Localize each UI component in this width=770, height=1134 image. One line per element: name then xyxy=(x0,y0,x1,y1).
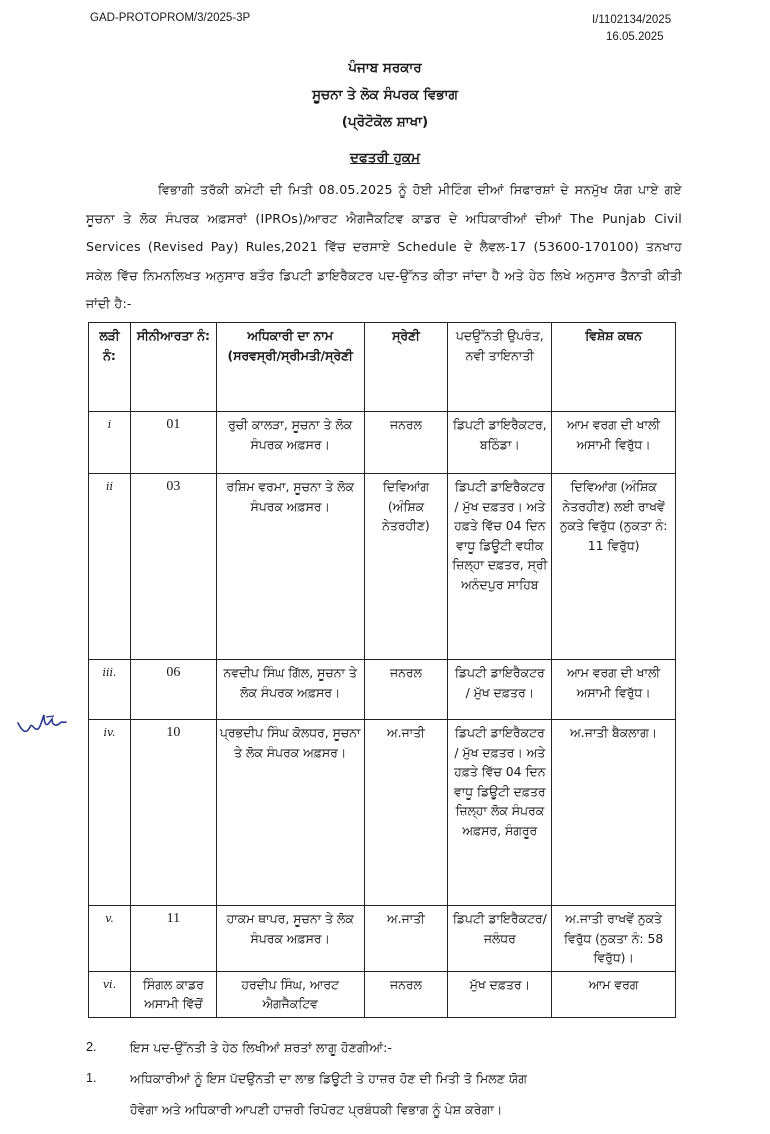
col-header-category: ਸ੍ਰੇਣੀ xyxy=(364,323,448,412)
table-row xyxy=(89,660,676,720)
cell-posting: ਡਿਪਟੀ ਡਾਇਰੈਕਟਰ / ਮੁੱਖ ਦਫ਼ਤਰ। xyxy=(448,660,552,720)
cell-category: ਦਿਵਿਆਂਗ (ਅੰਸ਼ਿਕ ਨੇਤਰਹੀਣ) xyxy=(364,474,448,660)
item-1-line-2: ਹੋਵੇਗਾ ਅਤੇ ਅਧਿਕਾਰੀ ਆਪਣੀ ਹਾਜ਼ਰੀ ਰਿਪੋਰਟ ਪ੍ਰਬੰਧਕੀ ਵਿਭਾਗ ਨੂੰ ਪੇਸ਼ ਕਰੇਗਾ। xyxy=(130,1102,503,1117)
government-title: ਪੰਜਾਬ ਸਰਕਾਰ xyxy=(348,60,422,76)
cell-posting: ਮੁੱਖ ਦਫ਼ਤਰ। xyxy=(448,971,552,1017)
item-1-line-1: ਅਧਿਕਾਰੀਆਂ ਨੂੰ ਇਸ ਪੱਦਉਨਤੀ ਦਾ ਲਾਭ ਡਿਊਟੀ ਤੇ ਹਾਜ਼ਰ ਹੋਣ ਦੀ ਮਿਤੀ ਤੋ ਮਿਲਣ ਯੋਗ xyxy=(130,1071,527,1086)
cell-name: ਰਸ਼ਿਮ ਵਰਮਾ, ਸੂਚਨਾ ਤੇ ਲੋਕ ਸੰਪਰਕ ਅਫ਼ਸਰ। xyxy=(216,474,364,660)
cell-category: ਜਨਰਲ xyxy=(364,412,448,474)
cell-posting: ਡਿਪਟੀ ਡਾਇਰੈਕਟਰ, ਬਠਿੰਡਾ। xyxy=(448,412,552,474)
table-header-row xyxy=(89,323,676,412)
department-title: ਸੂਚਨਾ ਤੇ ਲੋਕ ਸੰਪਰਕ ਵਿਭਾਗ xyxy=(312,87,458,103)
cell-serial: iv. xyxy=(89,720,131,906)
cell-name: ਨਵਦੀਪ ਸਿੰਘ ਗਿੱਲ, ਸੂਚਨਾ ਤੇ ਲੋਕ ਸੰਪਰਕ ਅਫ਼ਸਰ। xyxy=(216,660,364,720)
cell-serial: iii. xyxy=(89,660,131,720)
cell-seniority: 06 xyxy=(130,660,216,720)
promotion-table xyxy=(88,322,676,1018)
cell-seniority: 10 xyxy=(130,720,216,906)
cell-seniority: 11 xyxy=(130,906,216,972)
issue-date: 16.05.2025 xyxy=(606,31,664,43)
letterhead xyxy=(0,55,770,136)
col-header-posting: ਪਦਉੱਨਤੀ ਉਪਰੰਤ, ਨਵੀ ਤਾਇਨਾਤੀ xyxy=(448,323,552,412)
cell-name: ਹਰਦੀਪ ਸਿੰਘ, ਆਰਟ ਐਗਜੈਕਟਿਵ xyxy=(216,971,364,1017)
handwritten-initials xyxy=(16,705,68,741)
cell-remarks: ਆਮ ਵਰਗ ਦੀ ਖਾਲੀ ਅਸਾਮੀ ਵਿਰੁੱਧ। xyxy=(552,412,676,474)
item-2-number: 2. xyxy=(86,1040,97,1054)
cell-remarks: ਆਮ ਵਰਗ ਦੀ ਖਾਲੀ ਅਸਾਮੀ ਵਿਰੁੱਧ। xyxy=(552,660,676,720)
cell-serial: vi. xyxy=(89,971,131,1017)
cell-seniority: 01 xyxy=(130,412,216,474)
cell-name: ਪ੍ਰਭਦੀਪ ਸਿੰਘ ਕੋਲਧਰ, ਸੂਚਨਾ ਤੇ ਲੋਕ ਸੰਪਰਕ ਅਫ਼ਸਰ। xyxy=(216,720,364,906)
col-header-remarks: ਵਿਸ਼ੇਸ਼ ਕਥਨ xyxy=(552,323,676,412)
reference-number: GAD-PROTOPROM/3/2025-3P xyxy=(90,12,251,24)
cell-remarks: ਅ.ਜਾਤੀ ਰਾਖਵੇਂ ਨੁਕਤੇ ਵਿਰੁੱਧ (ਨੁਕਤਾ ਨੰ: 58 ਵਿਰੁੱਧ)। xyxy=(552,906,676,972)
col-header-seniority: ਸੀਨੀਆਰਤਾ ਨੰ: xyxy=(130,323,216,412)
table-row xyxy=(89,412,676,474)
cell-remarks: ਆਮ ਵਰਗ xyxy=(552,971,676,1017)
cell-posting: ਡਿਪਟੀ ਡਾਇਰੈਕਟਰ / ਮੁੱਖ ਦਫ਼ਤਰ। ਅਤੇ ਹਫ਼ਤੇ ਵਿੱਚ 04 ਦਿਨ ਵਾਧੂ ਡਿਊਟੀ ਵਧੀਕ ਜ਼ਿਲ੍ਹਾ ਦਫ਼ਤਰ, ਸ੍ਰੀ ਅਨੰਦਪੁਰ ਸਾਹਿਬ xyxy=(448,474,552,660)
cell-category: ਅ.ਜਾਤੀ xyxy=(364,906,448,972)
file-number: I/1102134/2025 xyxy=(592,14,672,26)
cell-seniority: 03 xyxy=(130,474,216,660)
cell-name: ਹਾਕਮ ਥਾਪਰ, ਸੂਚਨਾ ਤੇ ਲੋਕ ਸੰਪਰਕ ਅਫ਼ਸਰ। xyxy=(216,906,364,972)
cell-serial: ii xyxy=(89,474,131,660)
cell-remarks: ਅ.ਜਾਤੀ ਬੈਕਲਾਗ। xyxy=(552,720,676,906)
cell-posting: ਡਿਪਟੀ ਡਾਇਰੈਕਟਰ / ਮੁੱਖ ਦਫ਼ਤਰ। ਅਤੇ ਹਫ਼ਤੇ ਵਿੱਚ 04 ਦਿਨ ਵਾਧੂ ਡਿਊਟੀ ਦਫ਼ਤਰ ਜ਼ਿਲ੍ਹਾ ਲੋਕ ਸੰਪਰਕ ਅਫ਼ਸਰ, ਸੰਗਰੂਰ xyxy=(448,720,552,906)
branch-title: (ਪ੍ਰੋਟੋਕੋਲ ਸ਼ਾਖਾ) xyxy=(341,114,429,130)
col-header-serial: ਲੜੀ ਨੰ: xyxy=(89,323,131,412)
table-row xyxy=(89,971,676,1017)
table-row xyxy=(89,906,676,972)
table-row xyxy=(89,720,676,906)
intro-paragraph: ਵਿਭਾਗੀ ਤਰੱਕੀ ਕਮੇਟੀ ਦੀ ਮਿਤੀ 08.05.2025 ਨੂੰ ਹੋਈ ਮੀਟਿੰਗ ਦੀਆਂ ਸਿਫਾਰਸ਼ਾਂ ਦੇ ਸਨਮੁੱਖ ਯੋਗ ਪਾਏ ਗਏ ਸੂਚਨਾ ਤੇ ਲੋਕ ਸੰਪਰਕ ਅਫ਼ਸਰਾਂ (IPROs)/ਆਰਟ ਐਗਜੈਕਟਿਵ ਕਾਡਰ ਦੇ ਅਧਿਕਾਰੀਆਂ ਦੀਆਂ The Punjab Civil Services (Revised Pay) Rules,2021 ਵਿੱਚ ਦਰਸਾਏ Schedule ਦੇ ਲੈਵਲ-17 (53600-170100) ਤਨਖਾਹ ਸਕੇਲ ਵਿੱਚ ਨਿਮਨਲਿਖਤ ਅਨੁਸਾਰ ਬਤੌਰ ਡਿਪਟੀ ਡਾਇਰੈਕਟਰ ਪਦ-ਉੱਨਤ ਕੀਤਾ ਜਾਂਦਾ ਹੈ ਅਤੇ ਹੇਠ ਲਿਖੇ ਅਨੁਸਾਰ ਤੈਨਾਤੀ ਕੀਤੀ ਜਾਂਦੀ ਹੈ:- xyxy=(86,182,682,311)
cell-serial: v. xyxy=(89,906,131,972)
cell-serial: i xyxy=(89,412,131,474)
cell-seniority: ਸਿੰਗਲ ਕਾਡਰ ਅਸਾਮੀ ਵਿੱਚੋਂ xyxy=(130,971,216,1017)
cell-posting: ਡਿਪਟੀ ਡਾਇਰੈਕਟਰ/ ਜਲੰਧਰ xyxy=(448,906,552,972)
col-header-name: ਅਧਿਕਾਰੀ ਦਾ ਨਾਮ (ਸਰਵਸ੍ਰੀ/ਸ੍ਰੀਮਤੀ/ਸ੍ਰੇਣੀ xyxy=(216,323,364,412)
item-2-text: ਇਸ ਪਦ-ਉੱਨਤੀ ਤੇ ਹੇਠ ਲਿਖੀਆਂ ਸ਼ਰਤਾਂ ਲਾਗੂ ਹੋਣਗੀਆਂ:- xyxy=(130,1040,392,1055)
table-row xyxy=(89,474,676,660)
item-1-number: 1. xyxy=(86,1071,97,1085)
file-meta xyxy=(592,12,671,46)
cell-category: ਅ.ਜਾਤੀ xyxy=(364,720,448,906)
order-title: ਦਫਤਰੀ ਹੁਕਮ xyxy=(350,150,420,166)
cell-category: ਜਨਰਲ xyxy=(364,660,448,720)
cell-name: ਰੁਚੀ ਕਾਲੜਾ, ਸੂਚਨਾ ਤੇ ਲੋਕ ਸੰਪਰਕ ਅਫ਼ਸਰ। xyxy=(216,412,364,474)
cell-remarks: ਦਿਵਿਆਂਗ (ਅੰਸ਼ਿਕ ਨੇਤਰਹੀਣ) ਲਈ ਰਾਖਵੇਂ ਨੁਕਤੇ ਵਿਰੁੱਧ (ਨੁਕਤਾ ਨੰ: 11 ਵਿਰੁੱਧ) xyxy=(552,474,676,660)
cell-category: ਜਨਰਲ xyxy=(364,971,448,1017)
